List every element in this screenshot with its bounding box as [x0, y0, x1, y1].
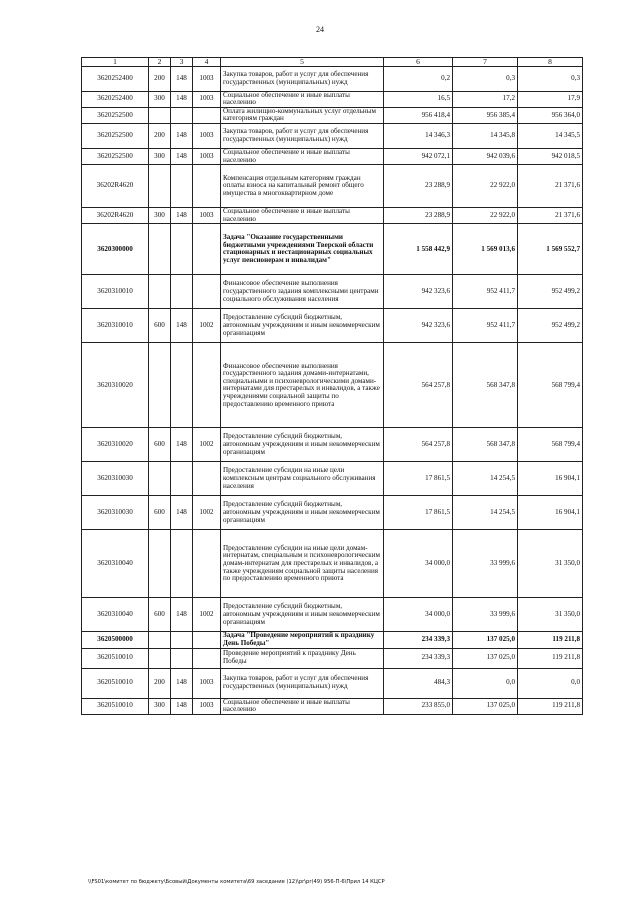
target-article-code: 3620300000: [82, 224, 149, 275]
table-row: [82, 123, 583, 148]
amount-cell: 21 371,6: [518, 208, 583, 224]
amount-cell: 14 346,3: [384, 123, 453, 148]
code-cell: [193, 530, 221, 598]
code-cell: 1003: [193, 698, 221, 714]
article-description: Предоставление субсидии на иные цели домам-интернатам, специальным и психоневрологическим домам-интернатам для престарелых и инвалидов, а также учреждениям социальной защиты населения по предоставлению временного приюта: [221, 530, 384, 598]
table-row: [82, 66, 583, 91]
amount-cell: 14 254,5: [453, 496, 518, 530]
code-cell: [149, 107, 171, 123]
table-row: [82, 496, 583, 530]
table-row: [82, 668, 583, 698]
header-cell: 4: [193, 58, 221, 67]
table-row: [82, 632, 583, 648]
amount-cell: 14 345,5: [518, 123, 583, 148]
target-article-code: 3620310010: [82, 309, 149, 343]
table-row: [82, 208, 583, 224]
code-cell: 148: [171, 496, 193, 530]
amount-cell: 1 558 442,9: [384, 224, 453, 275]
header-cell: 1: [82, 58, 149, 67]
code-cell: 148: [171, 668, 193, 698]
amount-cell: 119 211,8: [518, 648, 583, 668]
table-row: [82, 598, 583, 632]
code-cell: 148: [171, 148, 193, 164]
amount-cell: 21 371,6: [518, 165, 583, 208]
amount-cell: 0,3: [453, 66, 518, 91]
table-row: [82, 165, 583, 208]
code-cell: 1002: [193, 309, 221, 343]
code-cell: 600: [149, 496, 171, 530]
amount-cell: 952 499,2: [518, 275, 583, 309]
article-description: Предоставление субсидий бюджетным, автономным учреждениям и иным некоммерческим организациям: [221, 428, 384, 462]
header-cell: 6: [384, 58, 453, 67]
target-article-code: 3620310030: [82, 496, 149, 530]
article-description: Предоставление субсидии на иные цели комплексным центрам социального обслуживания населения: [221, 462, 384, 496]
table-row: [82, 530, 583, 598]
target-article-code: 3620310010: [82, 275, 149, 309]
amount-cell: 137 025,0: [453, 632, 518, 648]
table-row: [82, 309, 583, 343]
amount-cell: 34 000,0: [384, 598, 453, 632]
amount-cell: 564 257,8: [384, 428, 453, 462]
amount-cell: 31 350,0: [518, 598, 583, 632]
code-cell: [193, 462, 221, 496]
table-row: [82, 648, 583, 668]
amount-cell: 137 025,0: [453, 648, 518, 668]
article-description: Закупка товаров, работ и услуг для обеспечения государственных (муниципальных) нужд: [221, 123, 384, 148]
amount-cell: 234 339,3: [384, 648, 453, 668]
code-cell: [171, 648, 193, 668]
amount-cell: 956 418,4: [384, 107, 453, 123]
amount-cell: 119 211,8: [518, 698, 583, 714]
code-cell: 200: [149, 123, 171, 148]
amount-cell: 33 999,6: [453, 530, 518, 598]
amount-cell: 0,2: [384, 66, 453, 91]
code-cell: 200: [149, 668, 171, 698]
article-description: Предоставление субсидий бюджетным, автономным учреждениям и иным некоммерческим организациям: [221, 309, 384, 343]
article-description: Компенсация отдельным категориям граждан оплаты взноса на капитальный ремонт общего имущества в многоквартирном доме: [221, 165, 384, 208]
amount-cell: 564 257,8: [384, 343, 453, 428]
amount-cell: 14 345,8: [453, 123, 518, 148]
amount-cell: 952 499,2: [518, 309, 583, 343]
code-cell: [171, 107, 193, 123]
code-cell: [149, 343, 171, 428]
code-cell: 300: [149, 148, 171, 164]
table-row: [82, 148, 583, 164]
code-cell: [193, 648, 221, 668]
code-cell: 300: [149, 698, 171, 714]
target-article-code: 3620252400: [82, 66, 149, 91]
code-cell: [193, 107, 221, 123]
amount-cell: 137 025,0: [453, 698, 518, 714]
amount-cell: 17,2: [453, 91, 518, 107]
code-cell: [171, 462, 193, 496]
amount-cell: 568 347,8: [453, 428, 518, 462]
target-article-code: 3620310040: [82, 530, 149, 598]
table-row: [82, 462, 583, 496]
code-cell: 148: [171, 309, 193, 343]
amount-cell: 942 072,1: [384, 148, 453, 164]
code-cell: 600: [149, 428, 171, 462]
code-cell: 1002: [193, 496, 221, 530]
code-cell: [171, 632, 193, 648]
header-cell: 3: [171, 58, 193, 67]
article-description: Предоставление субсидий бюджетным, автономным учреждениям и иным некоммерческим организациям: [221, 496, 384, 530]
header-row: [82, 58, 583, 67]
article-description: Финансовое обеспечение выполнения государственного задания комплексными центрами социального обслуживания населения: [221, 275, 384, 309]
code-cell: 1003: [193, 148, 221, 164]
header-cell: 5: [221, 58, 384, 67]
amount-cell: 16 904,1: [518, 496, 583, 530]
target-article-code: 3620510010: [82, 698, 149, 714]
code-cell: 300: [149, 208, 171, 224]
header-cell: 2: [149, 58, 171, 67]
code-cell: [149, 224, 171, 275]
code-cell: 300: [149, 91, 171, 107]
code-cell: [149, 632, 171, 648]
amount-cell: 119 211,8: [518, 632, 583, 648]
target-article-code: 3620510010: [82, 668, 149, 698]
amount-cell: 568 799,4: [518, 428, 583, 462]
amount-cell: 952 411,7: [453, 309, 518, 343]
code-cell: 148: [171, 208, 193, 224]
amount-cell: 942 323,6: [384, 309, 453, 343]
amount-cell: 0,0: [453, 668, 518, 698]
article-description: Оплата жилищно-коммунальных услуг отдельным категориям граждан: [221, 107, 384, 123]
code-cell: [171, 343, 193, 428]
amount-cell: 942 039,6: [453, 148, 518, 164]
target-article-code: 3620310020: [82, 343, 149, 428]
page-number: 24: [316, 25, 324, 34]
code-cell: 600: [149, 598, 171, 632]
table-row: [82, 107, 583, 123]
amount-cell: 22 922,0: [453, 165, 518, 208]
code-cell: [193, 632, 221, 648]
code-cell: [149, 275, 171, 309]
amount-cell: 484,3: [384, 668, 453, 698]
article-description: Социальное обеспечение и иные выплаты населению: [221, 91, 384, 107]
article-description: Проведение мероприятий к празднику День Победы: [221, 648, 384, 668]
amount-cell: 942 323,6: [384, 275, 453, 309]
code-cell: [193, 165, 221, 208]
amount-cell: 234 339,3: [384, 632, 453, 648]
amount-cell: 33 999,6: [453, 598, 518, 632]
amount-cell: 956 364,0: [518, 107, 583, 123]
article-description: Закупка товаров, работ и услуг для обеспечения государственных (муниципальных) нужд: [221, 66, 384, 91]
article-description: Социальное обеспечение и иные выплаты населению: [221, 208, 384, 224]
article-description: Социальное обеспечение и иные выплаты населению: [221, 148, 384, 164]
amount-cell: 16 904,1: [518, 462, 583, 496]
code-cell: 1002: [193, 428, 221, 462]
code-cell: 148: [171, 66, 193, 91]
target-article-code: 36202R4620: [82, 165, 149, 208]
amount-cell: 233 855,0: [384, 698, 453, 714]
article-description: Задача "Проведение мероприятий к празднику День Победы": [221, 632, 384, 648]
budget-table: [81, 57, 583, 715]
file-path-footer: \\FS01\комитет по бюджету\Бсовый\Документы комитета\69 заседание (12)\pr\pr(49) 956-П-6\Прил 14 КЦСР: [88, 879, 385, 885]
amount-cell: 16,5: [384, 91, 453, 107]
amount-cell: 17 861,5: [384, 462, 453, 496]
code-cell: 1003: [193, 668, 221, 698]
code-cell: [149, 530, 171, 598]
code-cell: 148: [171, 428, 193, 462]
table-row: [82, 698, 583, 714]
target-article-code: 3620252500: [82, 123, 149, 148]
target-article-code: 3620310020: [82, 428, 149, 462]
target-article-code: 3620500000: [82, 632, 149, 648]
code-cell: 600: [149, 309, 171, 343]
code-cell: [171, 275, 193, 309]
table-row: [82, 91, 583, 107]
article-description: Социальное обеспечение и иные выплаты населению: [221, 698, 384, 714]
header-cell: 7: [453, 58, 518, 67]
target-article-code: 3620252500: [82, 148, 149, 164]
amount-cell: 17 861,5: [384, 496, 453, 530]
amount-cell: 14 254,5: [453, 462, 518, 496]
code-cell: 1003: [193, 91, 221, 107]
article-description: Предоставление субсидий бюджетным, автономным учреждениям и иным некоммерческим организациям: [221, 598, 384, 632]
target-article-code: 3620310040: [82, 598, 149, 632]
code-cell: 200: [149, 66, 171, 91]
amount-cell: 1 569 552,7: [518, 224, 583, 275]
article-description: Закупка товаров, работ и услуг для обеспечения государственных (муниципальных) нужд: [221, 668, 384, 698]
amount-cell: 23 288,9: [384, 165, 453, 208]
target-article-code: 36202R4620: [82, 208, 149, 224]
target-article-code: 3620252500: [82, 107, 149, 123]
amount-cell: 17,9: [518, 91, 583, 107]
code-cell: [193, 275, 221, 309]
table-row: [82, 224, 583, 275]
code-cell: 148: [171, 123, 193, 148]
table-body: [82, 66, 583, 714]
table-row: [82, 343, 583, 428]
target-article-code: 3620310030: [82, 462, 149, 496]
amount-cell: 34 000,0: [384, 530, 453, 598]
amount-cell: 31 350,0: [518, 530, 583, 598]
amount-cell: 956 385,4: [453, 107, 518, 123]
amount-cell: 0,0: [518, 668, 583, 698]
amount-cell: 568 799,4: [518, 343, 583, 428]
code-cell: 1003: [193, 66, 221, 91]
code-cell: 148: [171, 91, 193, 107]
article-description: Финансовое обеспечение выполнения государственного задания домами-интернатами, специальными и психоневрологическими домами-интернатами для престарелых и инвалидов, а также учреждениями социальной защиты по предоставлению временного приюта: [221, 343, 384, 428]
amount-cell: 23 288,9: [384, 208, 453, 224]
code-cell: [171, 224, 193, 275]
article-description: Задача "Оказание государственными бюджетными учреждениями Тверской области стационарных и нестационарных социальных услуг пенсионерам и инвалидам": [221, 224, 384, 275]
amount-cell: 942 018,5: [518, 148, 583, 164]
amount-cell: 952 411,7: [453, 275, 518, 309]
code-cell: [149, 165, 171, 208]
target-article-code: 3620252400: [82, 91, 149, 107]
code-cell: [193, 343, 221, 428]
code-cell: 1003: [193, 208, 221, 224]
code-cell: 148: [171, 698, 193, 714]
code-cell: [193, 224, 221, 275]
code-cell: [149, 462, 171, 496]
amount-cell: 22 922,0: [453, 208, 518, 224]
amount-cell: 568 347,8: [453, 343, 518, 428]
target-article-code: 3620510010: [82, 648, 149, 668]
code-cell: [149, 648, 171, 668]
table-row: [82, 275, 583, 309]
code-cell: 1002: [193, 598, 221, 632]
code-cell: 148: [171, 598, 193, 632]
table-row: [82, 428, 583, 462]
amount-cell: 0,3: [518, 66, 583, 91]
code-cell: [171, 165, 193, 208]
header-cell: 8: [518, 58, 583, 67]
amount-cell: 1 569 013,6: [453, 224, 518, 275]
code-cell: 1003: [193, 123, 221, 148]
code-cell: [171, 530, 193, 598]
